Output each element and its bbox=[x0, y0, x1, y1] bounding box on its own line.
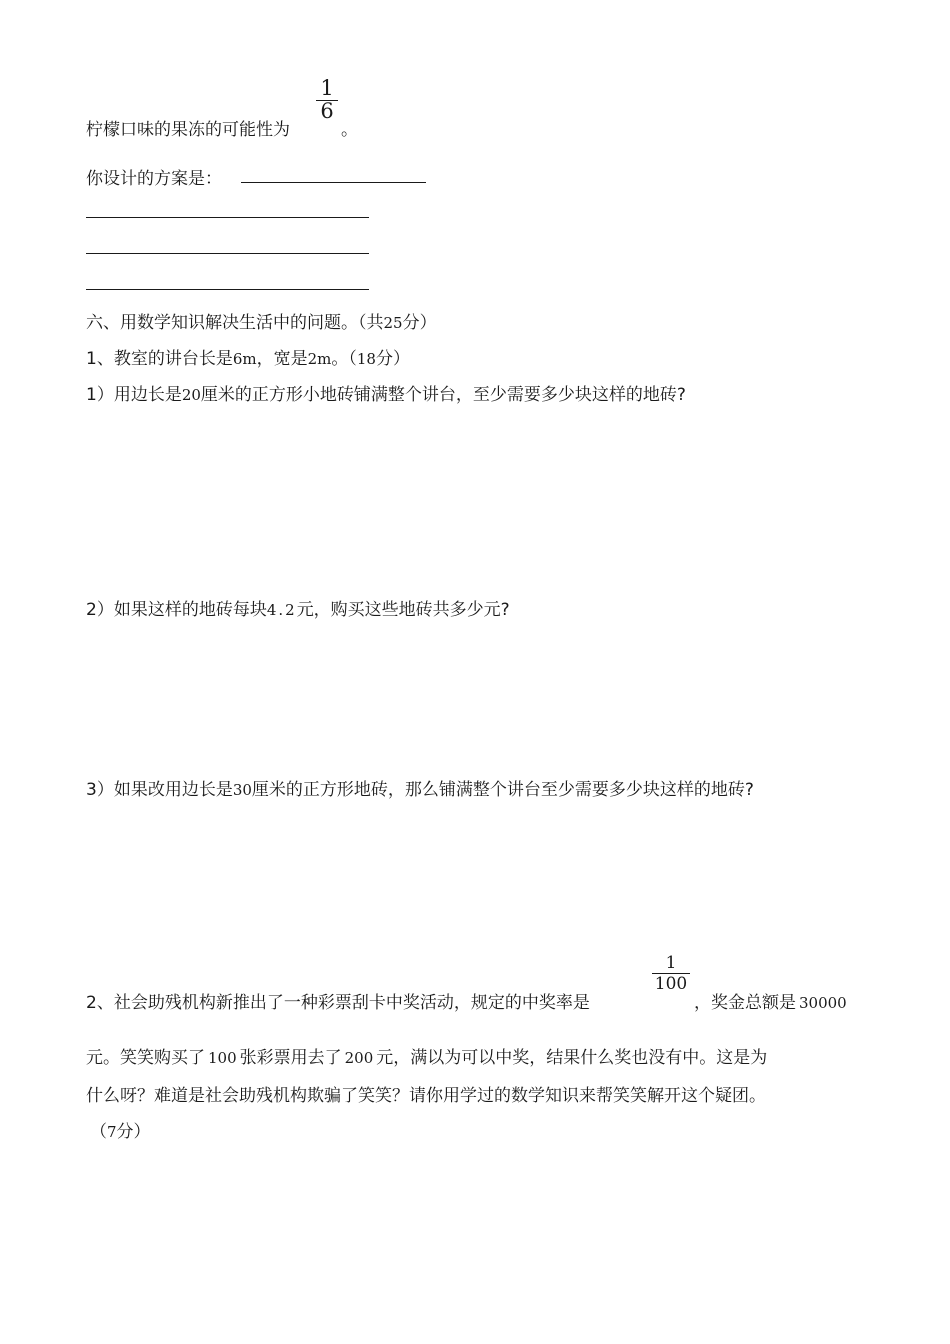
question-1-intro bbox=[86, 344, 410, 369]
question-2-line-2 bbox=[86, 1043, 767, 1068]
question-2-score bbox=[90, 1117, 151, 1142]
question-1-part-1 bbox=[86, 380, 686, 405]
q2-prize-total: 30000 bbox=[799, 994, 847, 1012]
q1-width: 2m bbox=[307, 350, 332, 368]
q1p2-text-a: 2）如果这样的地砖每块 bbox=[86, 600, 267, 620]
section-6-text-end: 分） bbox=[402, 313, 437, 333]
q2-spent: 200 bbox=[344, 1049, 374, 1067]
question-2-line-3: 什么呀？难道是社会助残机构欺骗了笑笑？请你用学过的数学知识来帮笑笑解开这个疑团。 bbox=[86, 1086, 766, 1106]
question-2-line-1b bbox=[694, 988, 847, 1013]
lemon-prefix: 柠檬口味的果冻的可能性为 bbox=[86, 120, 290, 140]
q1-text-a: 1、教室的讲台长是 bbox=[86, 349, 233, 369]
answer-blank-2[interactable] bbox=[86, 253, 369, 254]
q2-text-a: 元。笑笑购买了 bbox=[86, 1048, 205, 1068]
q2-ticket-count: 100 bbox=[208, 1049, 237, 1067]
section-6-heading bbox=[86, 308, 437, 333]
q1p3-text-b: 厘米的正方形地砖，那么铺满整个讲台至少需要多少块这样的地砖? bbox=[251, 780, 754, 800]
q2-score-open: （ bbox=[90, 1122, 107, 1142]
question-2-line-1a: 2、社会助残机构新推出了一种彩票刮卡中奖活动，规定的中奖率是 bbox=[86, 993, 590, 1013]
plan-answer-blank[interactable] bbox=[241, 182, 426, 183]
fraction-one-hundredth bbox=[652, 953, 690, 994]
answer-blank-3[interactable] bbox=[86, 289, 369, 290]
q2-text-prize: ，奖金总额是 bbox=[694, 993, 796, 1013]
fraction-denominator: 6 bbox=[320, 99, 334, 123]
q1-score: 18 bbox=[356, 350, 376, 368]
q2-text-c: 元，满以为可以中奖，结果什么奖也没有中。这是为 bbox=[376, 1048, 768, 1068]
lemon-suffix: 。 bbox=[341, 120, 358, 140]
fraction-denominator: 100 bbox=[654, 974, 688, 994]
q1p3-side-length: 30 bbox=[232, 781, 252, 799]
section-6-score: 25 bbox=[383, 314, 403, 332]
fraction-one-sixth bbox=[316, 76, 338, 123]
plan-label: 你设计的方案是： bbox=[86, 169, 222, 189]
section-6-text: 六、用数学知识解决生活中的问题。（共 bbox=[86, 313, 384, 333]
q1-text-c: 。（ bbox=[331, 349, 357, 369]
lemon-probability-line bbox=[86, 115, 290, 140]
fraction-numerator: 1 bbox=[665, 953, 677, 973]
q1p2-text-b: 元，购买这些地砖共多少元? bbox=[296, 600, 510, 620]
q1p3-text-a: 3）如果改用边长是 bbox=[86, 780, 233, 800]
q2-score-value: 7 bbox=[107, 1123, 117, 1141]
question-1-part-2 bbox=[86, 595, 510, 620]
answer-blank-1[interactable] bbox=[86, 217, 369, 218]
q2-score-close: 分） bbox=[116, 1122, 151, 1142]
q1p2-price: 4.2 bbox=[266, 601, 297, 619]
q2-text-b: 张彩票用去了 bbox=[239, 1048, 342, 1068]
q1-text-d: 分） bbox=[375, 349, 410, 369]
q1p1-text-b: 厘米的正方形小地砖铺满整个讲台，至少需要多少块这样的地砖? bbox=[200, 385, 686, 405]
question-1-part-3 bbox=[86, 775, 754, 800]
q1p1-side-length: 20 bbox=[181, 386, 201, 404]
fraction-numerator: 1 bbox=[320, 76, 334, 100]
q1p1-text-a: 1）用边长是 bbox=[86, 385, 182, 405]
q1-length: 6m bbox=[232, 350, 257, 368]
q1-text-b: ，宽是 bbox=[256, 349, 308, 369]
